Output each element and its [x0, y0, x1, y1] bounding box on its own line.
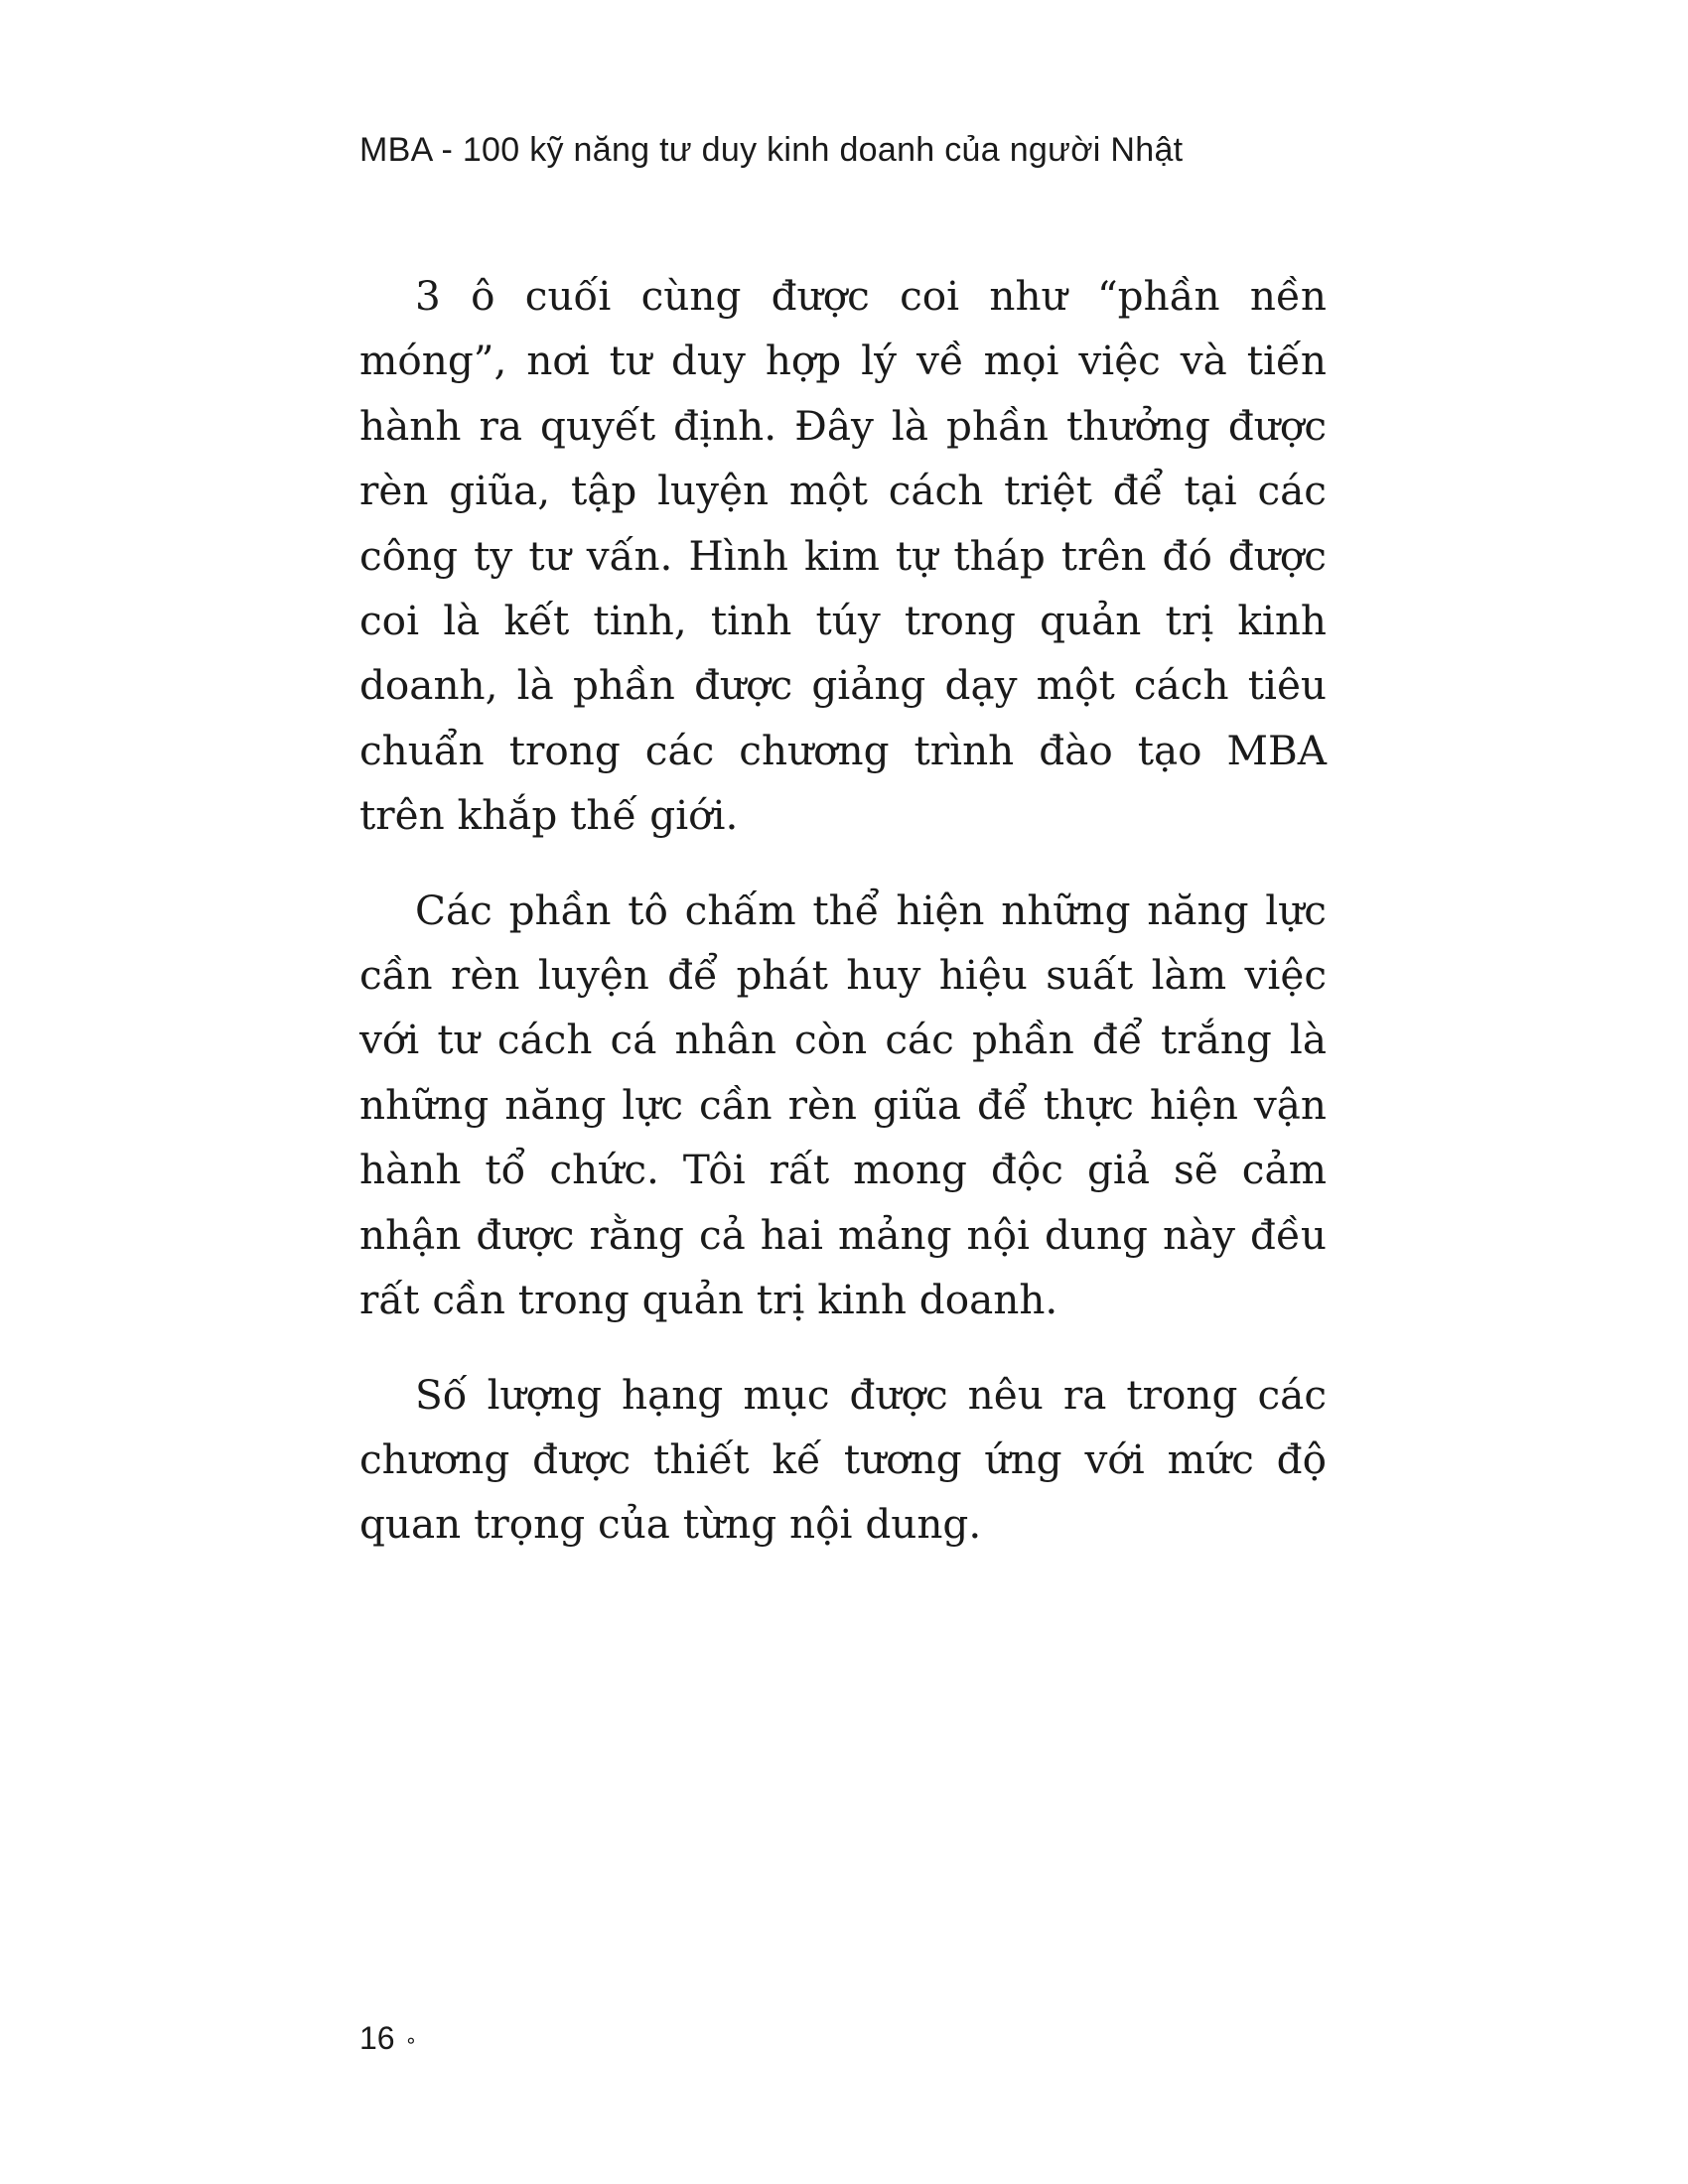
- page-footer: [359, 2020, 417, 2057]
- paragraph: Số lượng hạng mục được nêu ra trong các chương được thiết kế tương ứng với mức độ quan trọng của từng nội dung.: [359, 1370, 1327, 1549]
- page-number: 16: [359, 2020, 395, 2056]
- paragraph: Các phần tô chấm thể hiện những năng lực cần rèn luyện để phát huy hiệu suất làm việc với tư cách cá nhân còn các phần để trắng là những năng lực cần rèn giũa để thực hiện vận hành tổ chức. Tôi rất mong độc giả sẽ cảm nhận được rằng cả hai mảng nội dung này đều rất cần trong quản trị kinh doanh.: [359, 886, 1327, 1324]
- paragraph: 3 ô cuối cùng được coi như “phần nền móng”, nơi tư duy hợp lý về mọi việc và tiến hành ra quyết định. Đây là phần thưởng được rèn giũa, tập luyện một cách triệt để tại các công ty tư vấn. Hình kim tự tháp trên đó được coi là kết tinh, tinh túy trong quản trị kinh doanh, là phần được giảng dạy một cách tiêu chuẩn trong các chương trình đào tạo MBA trên khắp thế giới.: [359, 272, 1327, 840]
- page-number-ornament: ∘: [404, 2030, 418, 2053]
- body-text: [359, 264, 1327, 1558]
- running-header-title: MBA - 100 kỹ năng tư duy kinh doanh của người Nhật: [359, 131, 1184, 169]
